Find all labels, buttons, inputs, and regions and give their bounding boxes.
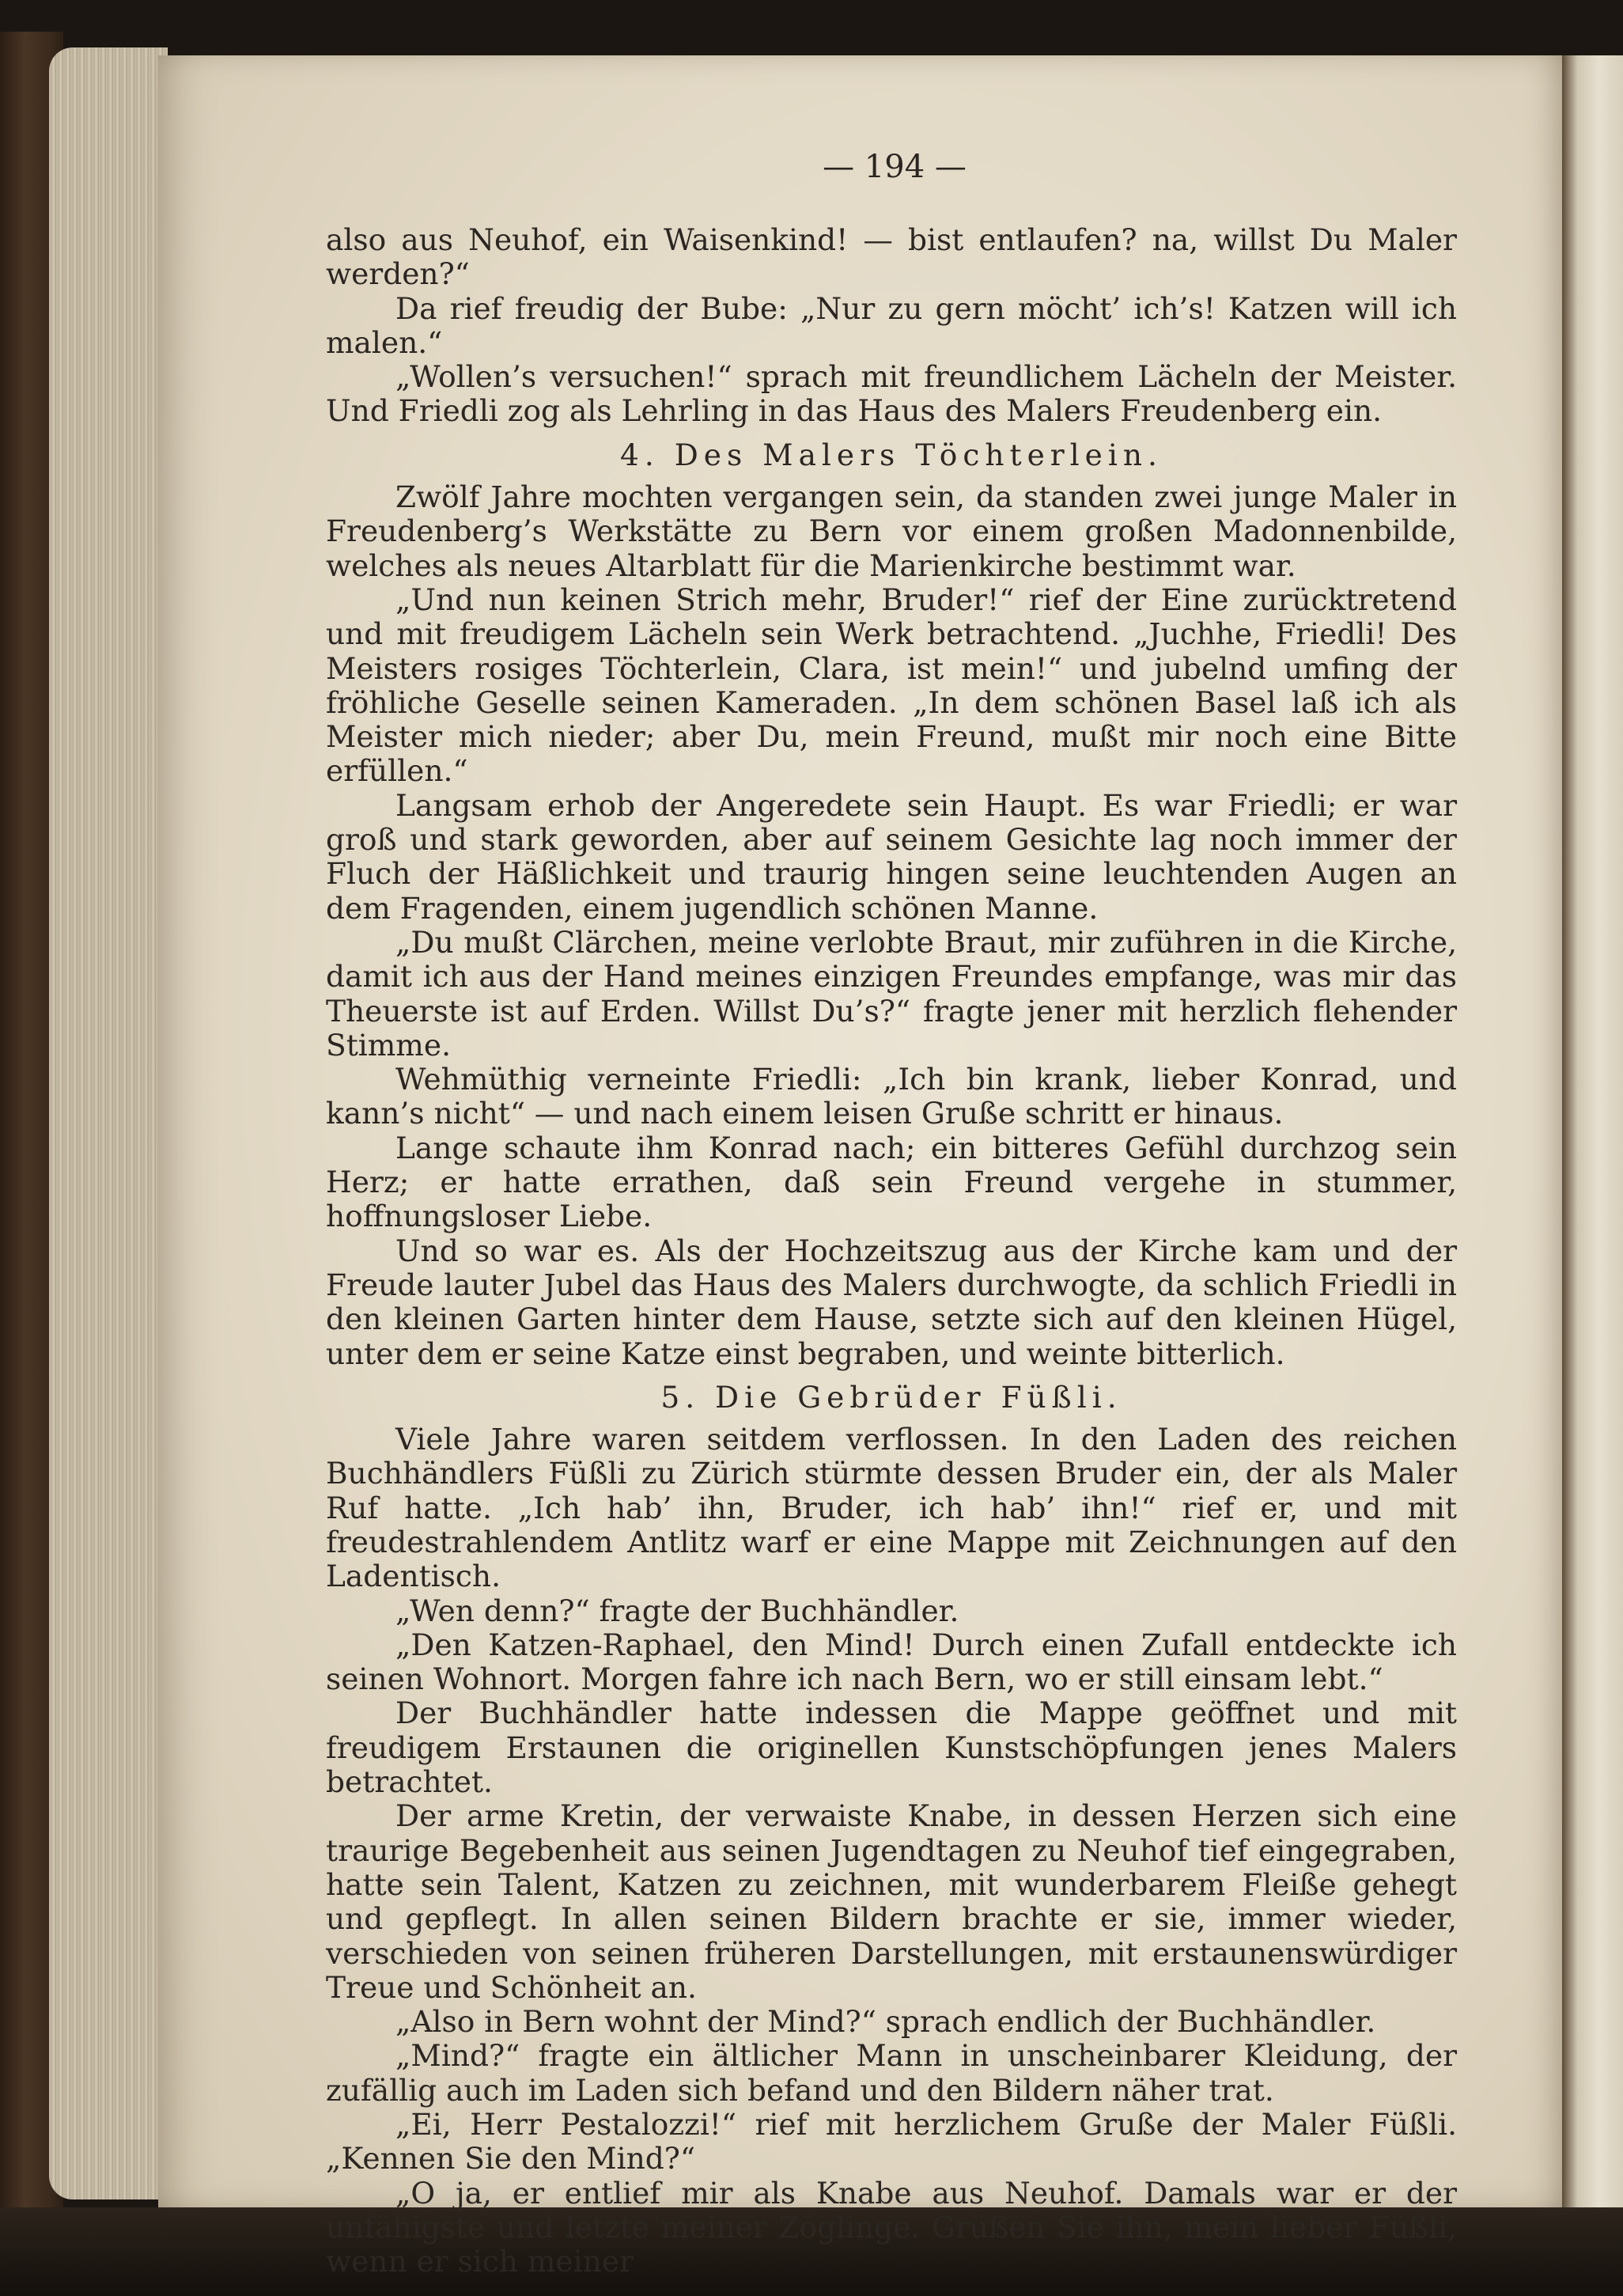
paragraph: „Wen denn?“ fragte der Buchhändler. [395, 1593, 959, 1628]
paragraph: Da rief freudig der Bube: „Nur zu gern möcht’ ich’s! Katzen will ich malen.“ [326, 290, 1457, 360]
paragraph: „Also in Bern wohnt der Mind?“ sprach endlich der Buchhändler. [395, 2004, 1376, 2040]
paragraph: Langsam erhob der Angeredete sein Haupt. Es war Friedli; er war groß und stark geworden, aber auf seinem Gesichte lag noch immer der Fluch der Häßlichkeit und traurig hingen seine leuchtenden Augen an dem Fragenden, einem jugendlich schönen Manne. [326, 787, 1457, 926]
section-heading-5: 5. Die Gebrüder Füßli. [660, 1379, 1122, 1415]
section-4-paragraphs [326, 480, 1457, 1371]
paragraph: Lange schaute ihm Konrad nach; ein bitteres Gefühl durchzog sein Herz; er hatte errathen, daß sein Freund vergehe in stummer, hoffnungsloser Liebe. [326, 1130, 1457, 1234]
intro-paragraphs [326, 223, 1457, 429]
paragraph: „O ja, er entlief mir als Knabe aus Neuhof. Damals war er der unfähigste und letzte meiner Zöglinge. Grüßen Sie ihn, mein lieber Füßli, wenn er sich meiner [326, 2175, 1457, 2279]
paragraph: „Und nun keinen Strich mehr, Bruder!“ rief der Eine zurücktretend und mit freudigem Lächeln sein Werk betrachtend. „Juchhe, Friedli! Des Meisters rosiges Töchterlein, Clara, ist mein!“ und jubelnd umfing der fröhliche Geselle seinen Kameraden. „In dem schönen Basel laß ich als Meister mich nieder; aber Du, mein Freund, mußt mir noch eine Bitte erfüllen.“ [326, 582, 1457, 789]
paragraph: „Du mußt Clärchen, meine verlobte Braut, mir zuführen in die Kirche, damit ich aus der Hand meines einzigen Freundes empfange, was mir das Theuerste ist auf Erden. Willst Du’s?“ fragte jener mit herzlich flehender Stimme. [326, 924, 1457, 1063]
page-number: — 194 — [823, 149, 967, 185]
paragraph: „Wollen’s versuchen!“ sprach mit freundlichem Lächeln der Meister. Und Friedli zog als Lehrling in das Haus des Malers Freudenberg ein. [326, 359, 1457, 429]
page-stack-edge [49, 47, 168, 2199]
paragraph: Wehmüthig verneinte Friedli: „Ich bin krank, lieber Konrad, und kann’s nicht“ — und nach einem leisen Gruße schritt er hinaus. [326, 1062, 1457, 1131]
paragraph: Viele Jahre waren seitdem verflossen. In den Laden des reichen Buchhändlers Füßli zu Zürich stürmte dessen Bruder ein, der als Maler Ruf hatte. „Ich hab’ ihn, Bruder, ich hab’ ihn!“ rief er, und mit freudestrahlendem Antlitz warf er eine Mappe mit Zeichnungen auf den Ladentisch. [326, 1422, 1457, 1594]
paragraph: „Mind?“ fragte ein ältlicher Mann in unscheinbarer Kleidung, der zufällig auch im Laden sich befand und den Bildern näher trat. [326, 2038, 1457, 2108]
page-text [326, 223, 1457, 2279]
paragraph: Zwölf Jahre mochten vergangen sein, da standen zwei junge Maler in Freudenberg’s Werkstätte zu Bern vor einem großen Madonnenbilde, welches als neues Altarblatt für die Marienkirche bestimmt war. [326, 479, 1457, 583]
facing-page-edge [1562, 55, 1623, 2207]
paragraph: Der arme Kretin, der verwaiste Knabe, in dessen Herzen sich eine traurige Begebenheit aus seinen Jugendtagen zu Neuhof tief eingegraben, hatte sein Talent, Katzen zu zeichnen, mit wunderbarem Fleiße gehegt und gepflegt. In allen seinen Bildern brachte er sie, immer wieder, verschieden von seinen früheren Darstellungen, mit erstaunenswürdiger Treue und Schönheit an. [326, 1798, 1457, 2005]
paragraph: Und so war es. Als der Hochzeitszug aus der Kirche kam und der Freude lauter Jubel das Haus des Malers durchwogte, da schlich Friedli in den kleinen Garten hinter dem Hause, setzte sich auf den kleinen Hügel, unter dem er seine Katze einst begraben, und weinte bitterlich. [326, 1233, 1457, 1371]
section-5-paragraphs [326, 1423, 1457, 2279]
paragraph: Der Buchhändler hatte indessen die Mappe geöffnet und mit freudigem Erstaunen die originellen Kunstschöpfungen jenes Malers betrachtet. [326, 1695, 1457, 1800]
section-heading-4: 4. Des Malers Töchterlein. [620, 437, 1163, 472]
paragraph: „Ei, Herr Pestalozzi!“ rief mit herzlichem Gruße der Maler Füßli. „Kennen Sie den Mind?“ [326, 2107, 1457, 2177]
paragraph: „Den Katzen-Raphael, den Mind! Durch einen Zufall entdeckte ich seinen Wohnort. Morgen fahre ich nach Bern, wo er still einsam lebt.“ [326, 1627, 1457, 1697]
paragraph: also aus Neuhof, ein Waisenkind! — bist entlaufen? na, willst Du Maler werden?“ [326, 222, 1457, 292]
